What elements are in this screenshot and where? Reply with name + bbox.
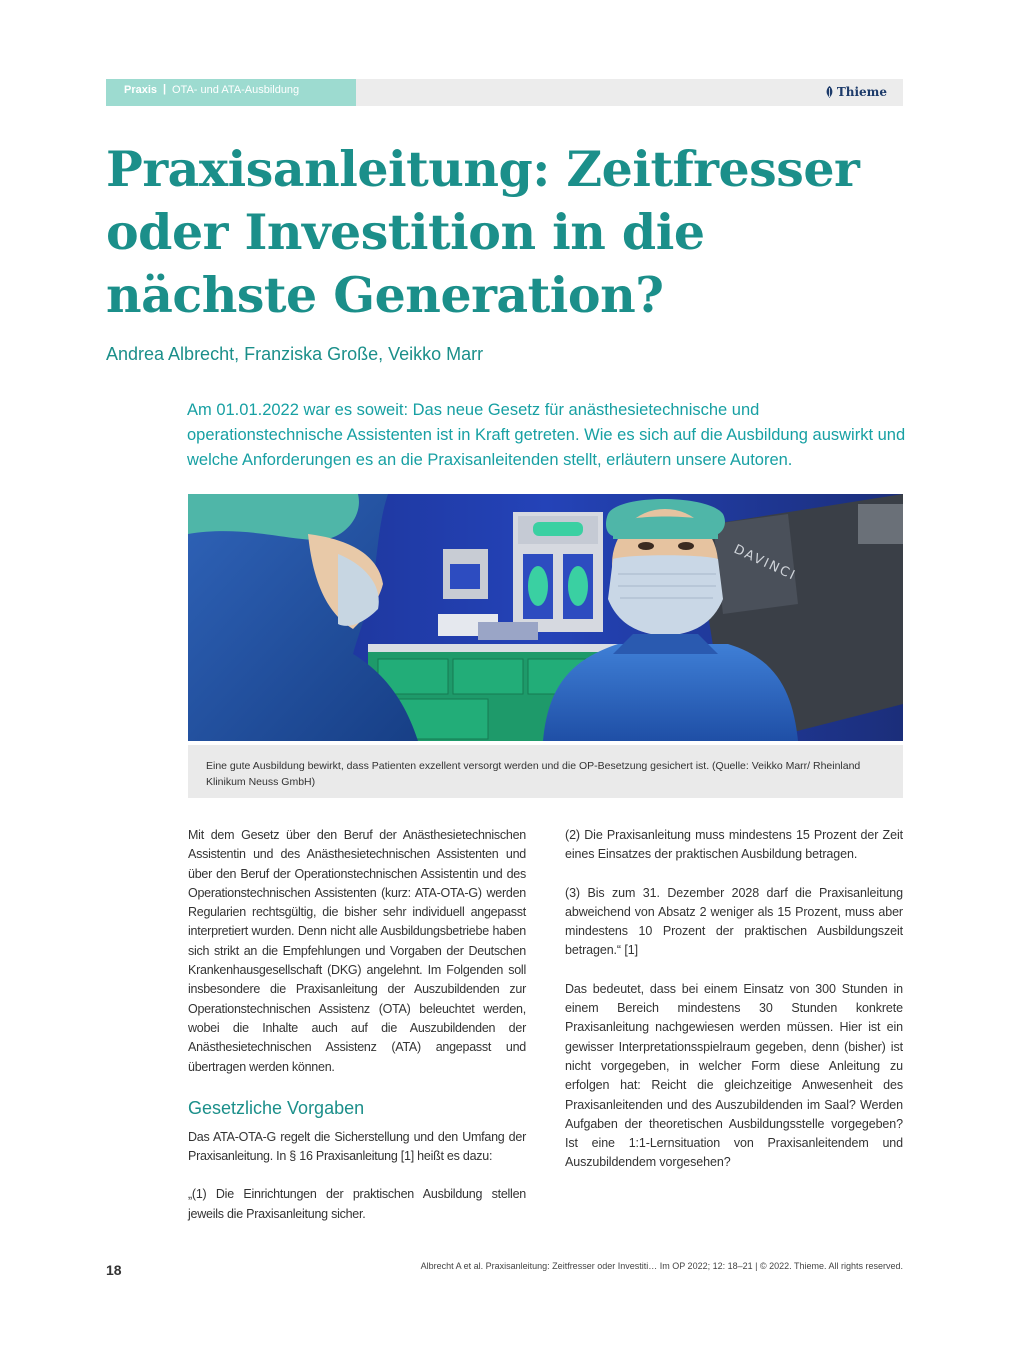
body-column-right (565, 826, 903, 1192)
publisher-logo (825, 85, 887, 99)
body-paragraph: (3) Bis zum 31. Dezember 2028 darf die Praxisanleitung abweichend von Absatz 2 weniger als 15 Prozent, muss aber mindestens 10 Prozent der praktischen Ausbildungszeit betragen.“ [1] (565, 885, 903, 958)
section-separator: | (163, 83, 167, 95)
running-header (106, 79, 903, 106)
page-number: 18 (106, 1262, 122, 1278)
section-label: Praxis (124, 84, 158, 96)
body-column-left (188, 826, 526, 1243)
body-paragraph: Mit dem Gesetz über den Beruf der Anästhesietechnischen Assistentin und des Anästhesietechnischen Assistenten und über den Beruf der Operationstechnischen Assistentin und des Operationstechnischen Assistenten (kurz: ATA-OTA-G) werden Regularien rechtsgültig, die bisher sehr individuell angepasst interpretiert wurden. Denn nicht alle Ausbildungsbetriebe haben sich strikt an die Empfehlungen und Vorgaben der Deutschen Krankenhausgesellschaft (DKG) angelehnt. Im Folgenden soll insbesondere die Praxisanleitung der Auszubildenden zur Operationstechnischen Assistenz (OTA) beleuchtet werden, wobei die Inhalte auch auf die Auszubildenden der Anästhesietechnischen Assistenz (ATA) angepasst und übertragen werden können. (188, 828, 526, 1074)
body-paragraph: „(1) Die Einrichtungen der praktischen Ausbildung stellen jeweils die Praxisanleitung sicher. (188, 1187, 526, 1221)
subsection-label: OTA- und ATA-Ausbildung (172, 84, 300, 96)
brand-name: Thieme (836, 85, 887, 99)
article-photo (188, 494, 903, 741)
article-title: Praxisanleitung: Zeitfresser oder Investition in die nächste Generation? (106, 140, 860, 324)
citation-footer: Albrecht A et al. Praxisanleitung: Zeitfresser oder Investiti… Im OP 2022; 12: 18–21 | © 2022. Thieme. All rights reserved. (420, 1261, 903, 1271)
console-label: DAVINCI (731, 542, 799, 585)
body-paragraph: Das bedeutet, dass bei einem Einsatz von 300 Stunden in einem Bereich mindestens 30 Stunden konkrete Praxisanleitung nachgewiesen werden müssen. Hier ist ein gewisser Interpretationsspielraum gegeben, denn (bisher) ist nicht vorgegeben, in welcher Form diese Anleitung zu erfolgen hat: Reicht die gleichzeitige Anwesenheit des Praxisanleitenden und des Auszubildenden im Saal? Werden Aufgaben der theoretischen Ausbildungsstelle vorgegeben? Ist eine 1:1-Lernsituation von Praxisanleitendem und Auszubildendem vorgesehen? (565, 981, 903, 1170)
section-tab (106, 79, 356, 106)
body-paragraph: (2) Die Praxisanleitung muss mindestens 15 Prozent der Zeit eines Einsatzes der praktischen Ausbildung betragen. (565, 828, 903, 862)
photo-caption: Eine gute Ausbildung bewirkt, dass Patienten exzellent versorgt werden und die OP-Besetzung gesichert ist. (Quelle: Veikko Marr/ Rheinland Klinikum Neuss GmbH) (188, 745, 903, 798)
body-paragraph: Das ATA-OTA-G regelt die Sicherstellung und den Umfang der Praxisanleitung. In § 16 Praxisanleitung [1] heißt es dazu: (188, 1129, 526, 1164)
section-heading: Gesetzliche Vorgaben (188, 1097, 365, 1118)
article-lead: Am 01.01.2022 war es soweit: Das neue Gesetz für anästhesietechnische und operationstechnische Assistenten ist in Kraft getreten. Wie es sich auf die Ausbildung auswirkt und welche Anforderungen es an die Praxisanleitenden stellt, erläutern unsere Autoren. (187, 401, 906, 469)
article-authors: Andrea Albrecht, Franziska Große, Veikko Marr (106, 344, 484, 364)
thieme-logo-icon (825, 86, 834, 98)
